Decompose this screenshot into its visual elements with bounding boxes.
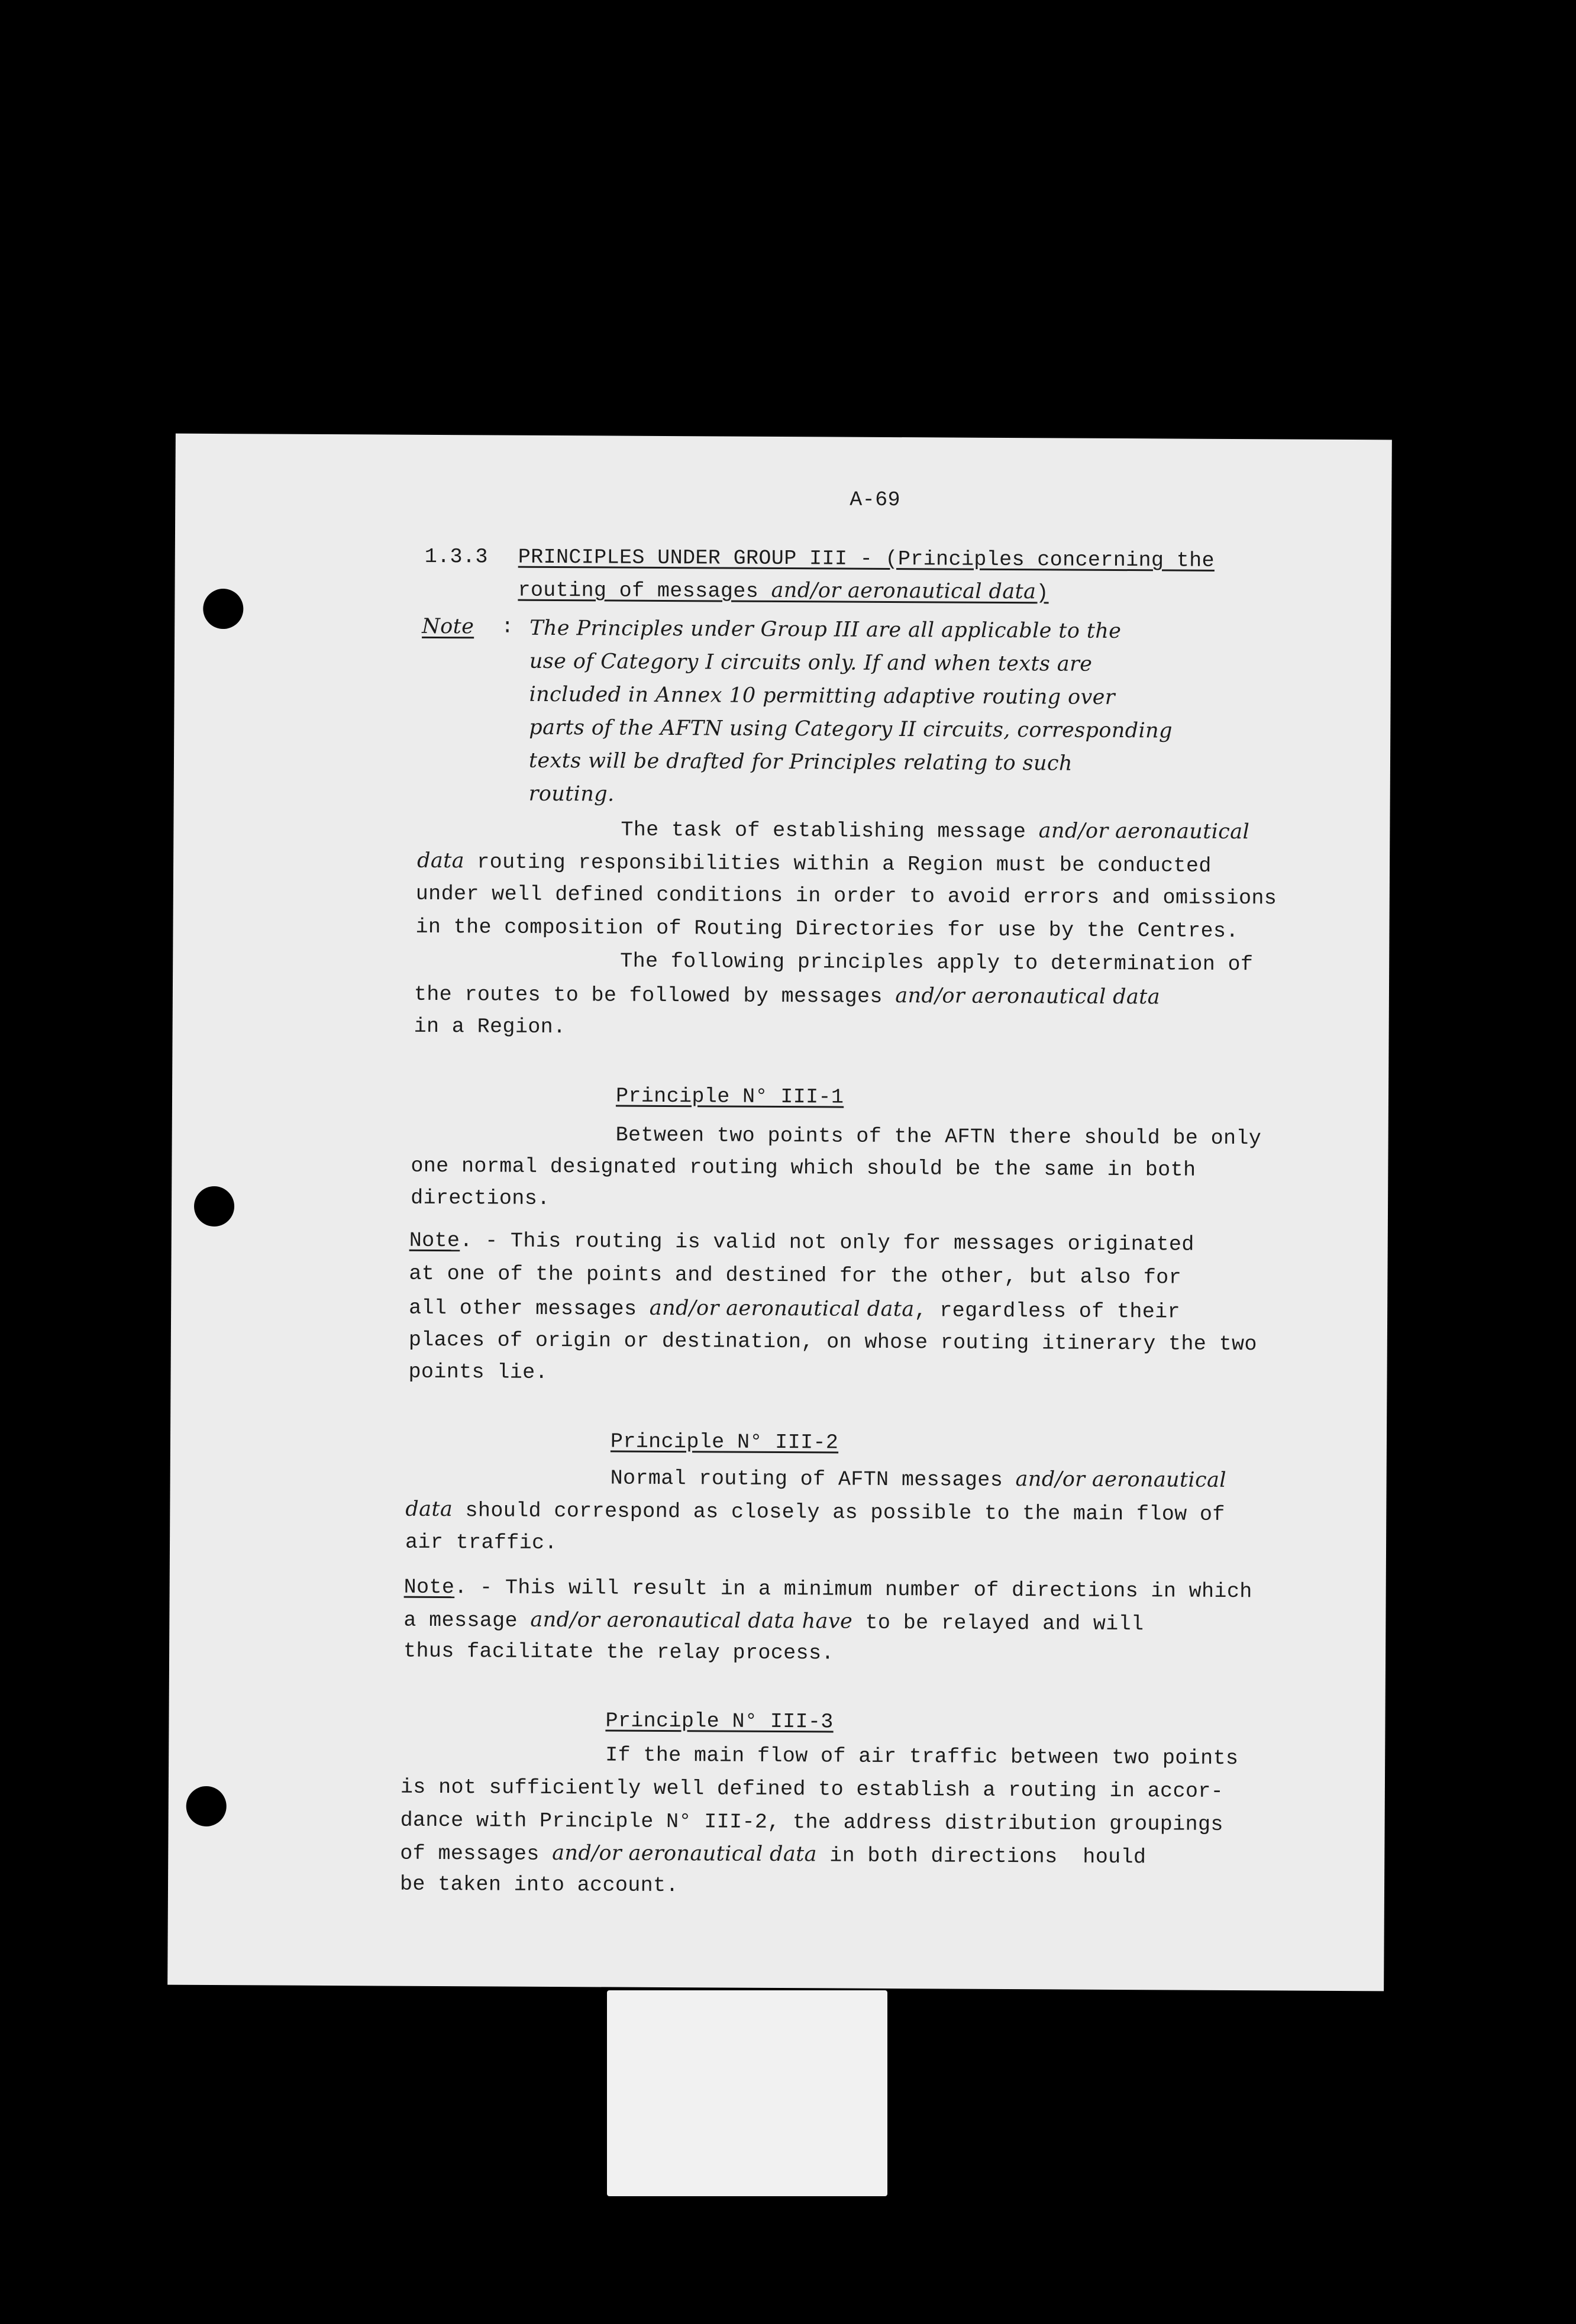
principle-1-note-line: at one of the points and destined for the other, but also for [409,1261,1182,1290]
page-number: A-69 [850,488,901,512]
principle-1-note-line: points lie. [408,1360,548,1384]
note-line: included in Annex 10 permitting adaptive routing over [529,682,1116,709]
principle-3-line: dance with Principle N° III-2, the address distribution groupings [400,1808,1223,1836]
principle-2-note-line: a message and/or aeronautical data have to be relayed and will [403,1608,1144,1637]
section-heading-line1: PRINCIPLES UNDER GROUP III - (Principles concerning the [518,545,1215,573]
principle-3-line: is not sufficiently well defined to establish a routing in accor- [400,1775,1224,1803]
note-colon: : [501,615,514,639]
note-line: texts will be drafted for Principles relating to such [528,748,1073,776]
intro-line: data routing responsibilities within a Region must be conducted [416,848,1212,878]
document-page [167,434,1392,1991]
principle-2-note-line: Note. - This will result in a minimum number of directions in which [403,1575,1252,1604]
principle-2-line: air traffic. [405,1530,558,1555]
principle-1-line: directions. [411,1186,550,1211]
intro-line: the routes to be followed by messages and/or aeronautical data [414,982,1161,1009]
principle-2-note-line: thus facilitate the relay process. [403,1639,834,1665]
principle-3-title: Principle N° III-3 [605,1709,834,1734]
intro-line: The following principles apply to determination of [620,949,1254,977]
intro-line: in the composition of Routing Directories for use by the Centres. [415,915,1239,944]
principle-1-note-line: places of origin or destination, on whose routing itinerary the two [408,1328,1257,1357]
principle-1-note-line: all other messages and/or aeronautical data, regardless of their [409,1296,1181,1324]
note-line: routing. [528,782,615,806]
punch-hole-top [203,589,243,629]
note-label: Note [422,614,474,639]
principle-2-line: Normal routing of AFTN messages and/or aeronautical [610,1466,1227,1493]
principle-3-line: If the main flow of air traffic between two points [605,1743,1239,1771]
punch-hole-bottom [186,1786,227,1826]
note-line: The Principles under Group III are all applicable to the [529,616,1122,644]
principle-3-line: be taken into account. [399,1872,679,1898]
punch-hole-middle [194,1186,234,1226]
intro-line: The task of establishing message and/or aeronautical [621,818,1250,844]
principle-1-title: Principle N° III-1 [615,1084,844,1109]
note-line: parts of the AFTN using Category II circuits, corresponding [529,715,1173,743]
principle-1-line: one normal designated routing which should be the same in both [411,1154,1196,1182]
principle-1-note-line: Note. - This routing is valid not only for messages originated [409,1228,1194,1257]
principle-2-title: Principle N° III-2 [610,1429,839,1455]
note-line: use of Category I circuits only. If and when texts are [529,649,1093,676]
intro-line: in a Region. [414,1014,566,1040]
paper-slip [607,1990,887,2196]
principle-1-line: Between two points of the AFTN there should be only [615,1123,1262,1151]
section-number: 1.3.3 [424,544,488,569]
section-heading-line2: routing of messages and/or aeronautical data) [518,578,1049,605]
principle-3-line: of messages and/or aeronautical data in both directions hould [400,1841,1147,1870]
intro-line: under well defined conditions in order to avoid errors and omissions [415,882,1277,911]
principle-2-line: data should correspond as closely as possible to the main flow of [405,1497,1225,1526]
